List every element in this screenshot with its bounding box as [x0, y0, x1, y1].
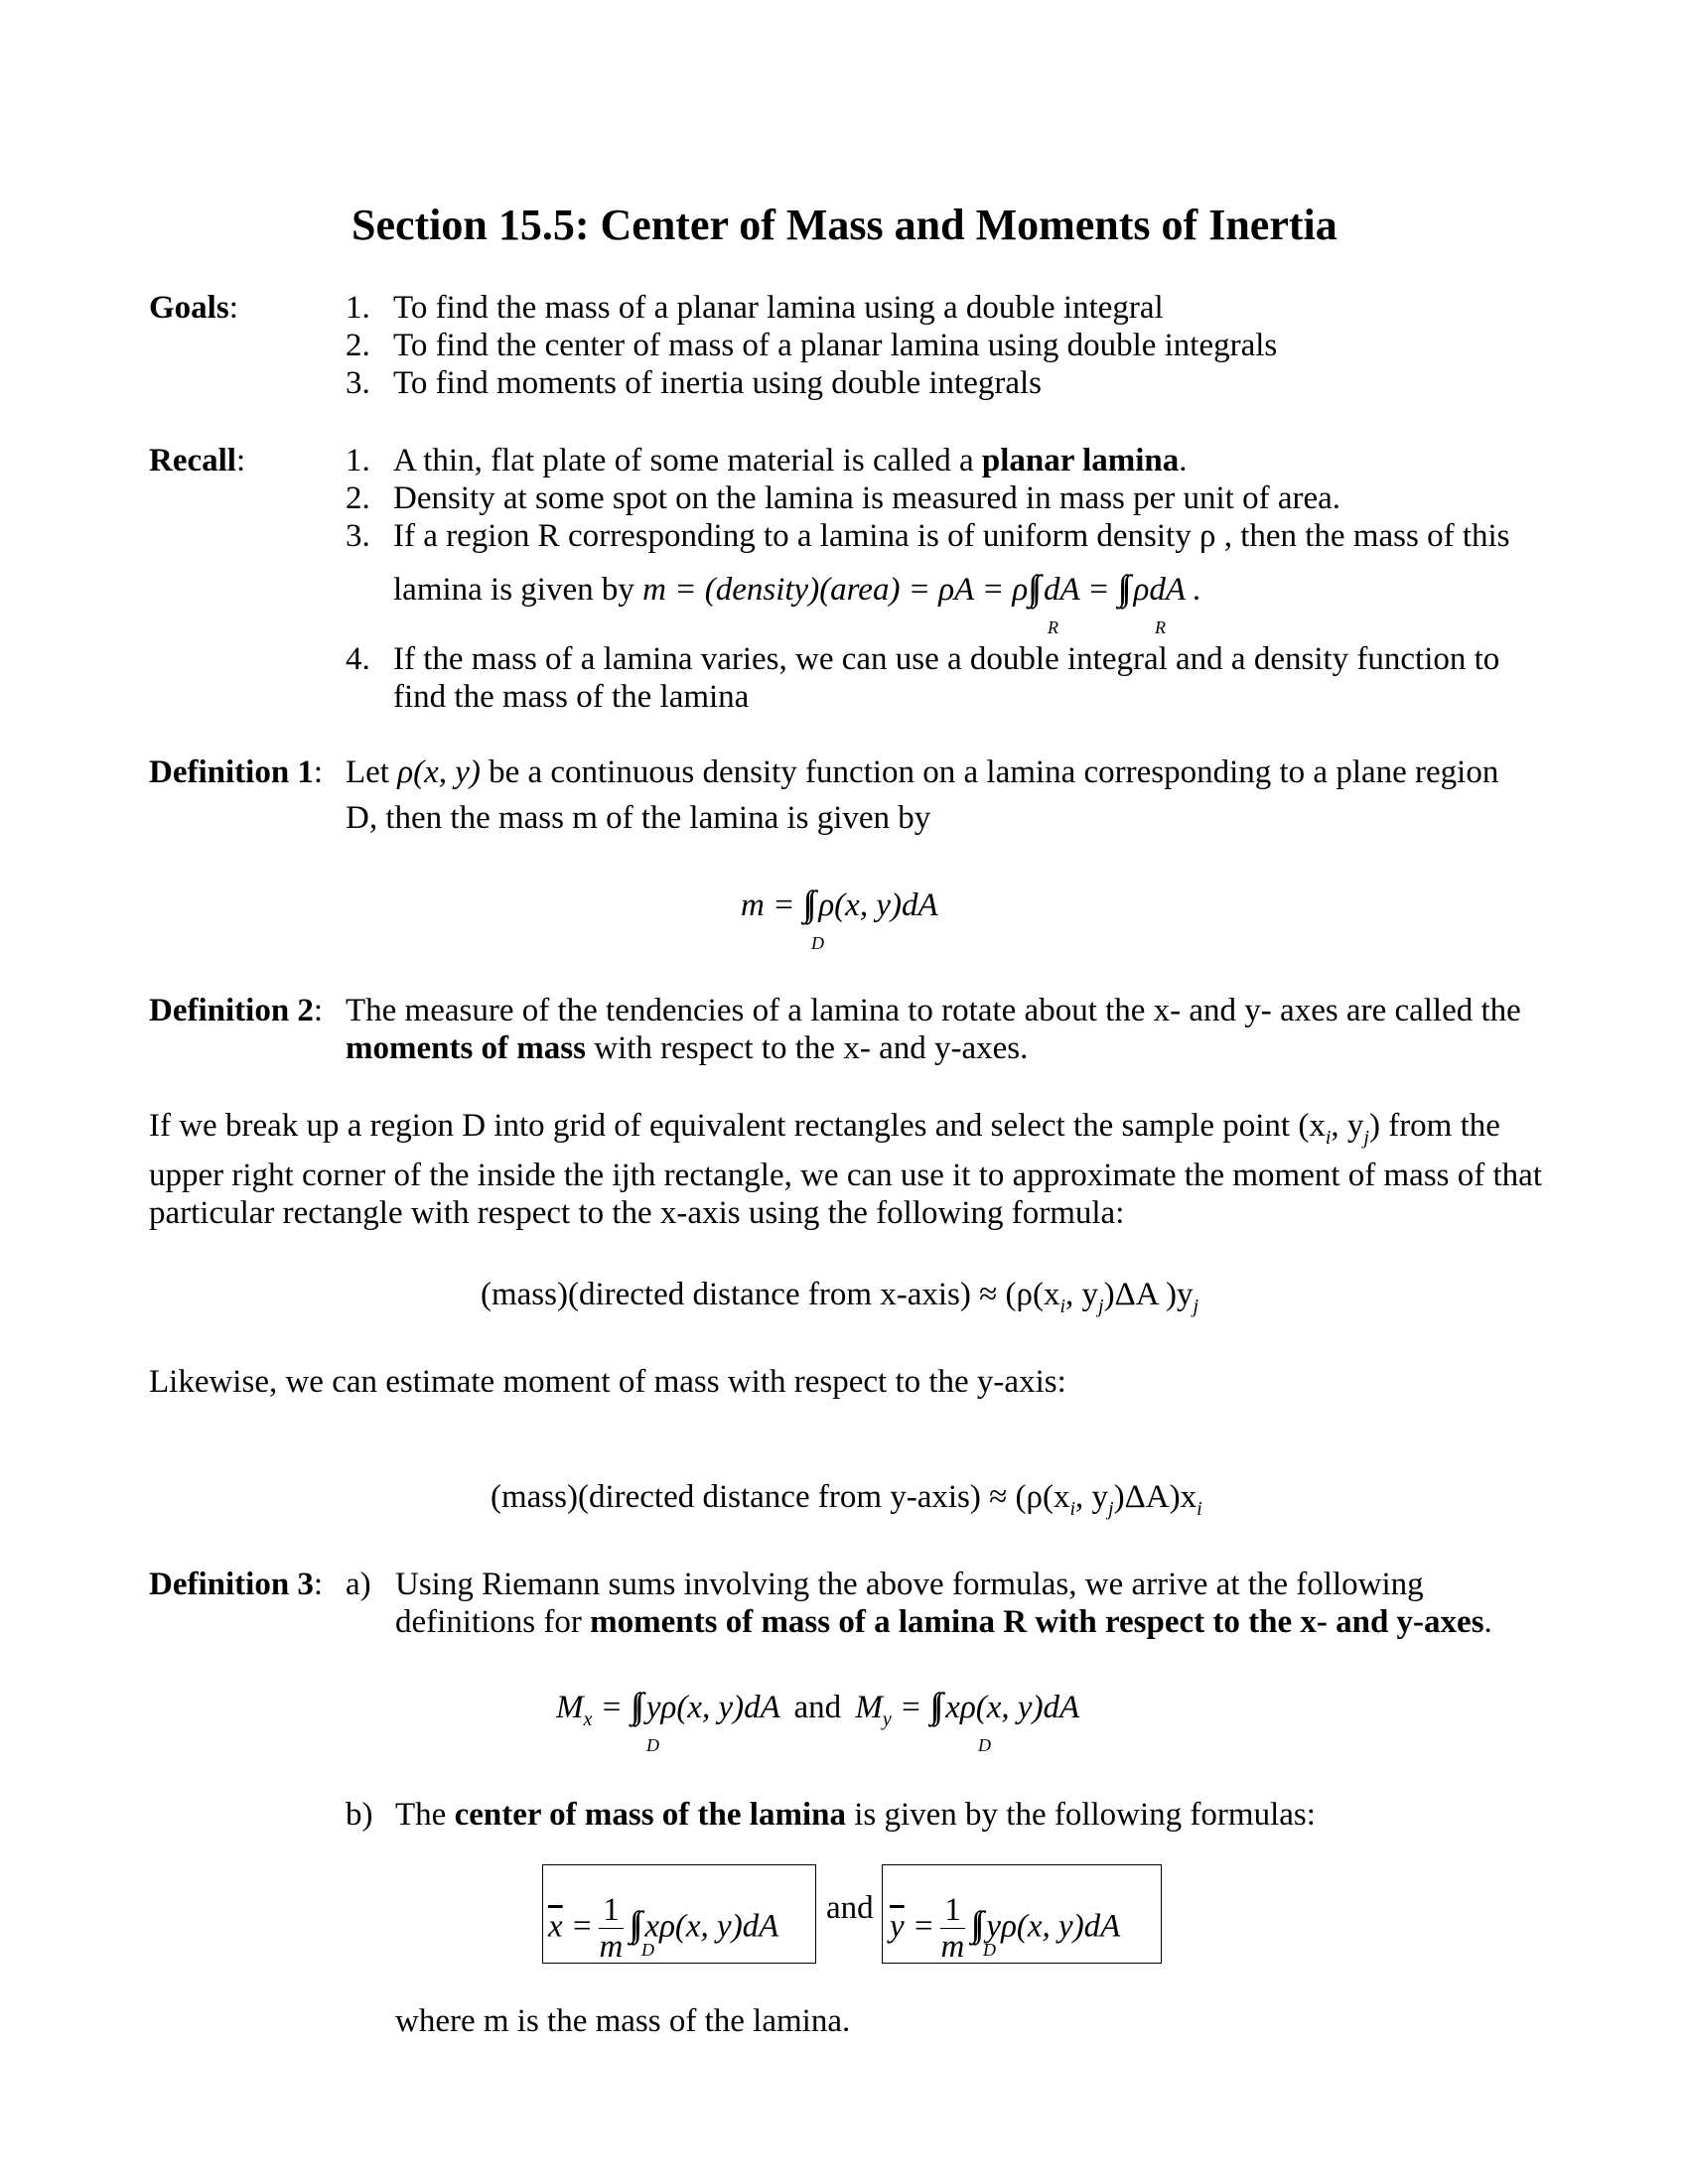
- recall-item-1: 1. A thin, flat plate of some material is called a planar lamina.: [346, 443, 1188, 478]
- def1-line-2: D, then the mass m of the lamina is given by: [346, 800, 931, 836]
- xbar-formula: $\overline{x}$ = $\frac{1}{m}$ ∫∫ xρ(x, y)dA: [548, 1892, 779, 1966]
- goals-label: Goals:: [149, 290, 238, 326]
- moment-y-formula: (mass)(directed distance from y-axis) ≈ ($\rho(x_i$, $y_j)\Delta A)x_i$: [491, 1479, 1202, 1520]
- xbar-region: D: [641, 1940, 654, 1960]
- recall-item-2: 2. Density at some spot on the lamina is measured in mass per unit of area.: [346, 480, 1341, 516]
- def3-b-line: The center of mass of the lamina is given by the following formulas:: [395, 1797, 1316, 1833]
- page-title: Section 15.5: Center of Mass and Moments of Inertia: [352, 201, 1337, 249]
- moments-formula: $M_x$ = ∫∫ yρ(x, y)dA and $M_y$ = ∫∫ xρ(x, y)dA: [556, 1686, 1080, 1730]
- goals-item-2: 2. To find the center of mass of a planar lamina using double integrals: [346, 328, 1278, 363]
- def2-line-1: The measure of the tendencies of a lamina to rotate about the x- and y- axes are called the: [346, 993, 1521, 1028]
- def1-mass-formula: m = ∫∫ ρ(x, y)dA: [741, 884, 938, 923]
- para-line-2: upper right corner of the inside the ijth rectangle, we can use it to approximate the moment of mass of that: [149, 1158, 1542, 1193]
- para-line-3: particular rectangle with respect to the x-axis using the following formula:: [149, 1195, 1125, 1231]
- def1-region: D: [811, 933, 824, 953]
- def2-label: Definition 2:: [149, 993, 324, 1028]
- def3-label: Definition 3:: [149, 1567, 324, 1602]
- moment-x-formula: (mass)(directed distance from x-axis) ≈ ($\rho(x_i$, $y_j)\Delta A$ )$y_j$: [481, 1277, 1199, 1317]
- def3-a-marker: a): [346, 1567, 371, 1602]
- def2-line-2: moments of mass with respect to the x- and y-axes.: [346, 1030, 1029, 1066]
- ybar-region: D: [983, 1940, 996, 1960]
- where-text: where m is the mass of the lamina.: [395, 2003, 851, 2039]
- para-line-1: If we break up a region D into grid of equivalent rectangles and select the sample point ($x_i$, $y_j$) from the: [149, 1108, 1500, 1149]
- likewise-text: Likewise, we can estimate moment of mass with respect to the y-axis:: [149, 1364, 1066, 1400]
- my-region: D: [978, 1735, 991, 1755]
- recall-item-4-line-1: 4. If the mass of a lamina varies, we can use a double integral and a density function to: [346, 641, 1500, 677]
- ybar-formula: $\overline{y}$ = $\frac{1}{m}$ ∫∫ yρ(x, y)dA: [890, 1892, 1121, 1966]
- recall-item-3-line-1: 3. If a region R corresponding to a lamina is of uniform density ρ , then the mass of this: [346, 518, 1510, 554]
- def3-b-marker: b): [346, 1797, 373, 1833]
- recall-region-2: R: [1155, 617, 1166, 637]
- recall-item-3-line-2: lamina is given by m = (density)(area) = ρA = ρ∫∫ dA = ∫∫ ρdA .: [393, 568, 1201, 608]
- mx-region: D: [646, 1735, 659, 1755]
- recall-item-4-line-2: find the mass of the lamina: [393, 679, 750, 715]
- recall-region-1: R: [1048, 617, 1058, 637]
- def3-a-line-2: definitions for moments of mass of a lamina R with respect to the x- and y-axes.: [395, 1604, 1492, 1640]
- def1-line-1: Let ρ(x, y) be a continuous density function on a lamina corresponding to a plane region: [346, 754, 1499, 790]
- def3-a-line-1: Using Riemann sums involving the above formulas, we arrive at the following: [395, 1567, 1424, 1602]
- def1-label: Definition 1:: [149, 754, 324, 790]
- recall-label: Recall:: [149, 443, 246, 478]
- goals-item-3: 3. To find moments of inertia using double integrals: [346, 365, 1042, 401]
- goals-item-1: 1. To find the mass of a planar lamina using a double integral: [346, 290, 1164, 326]
- center-and-text: and: [826, 1890, 874, 1926]
